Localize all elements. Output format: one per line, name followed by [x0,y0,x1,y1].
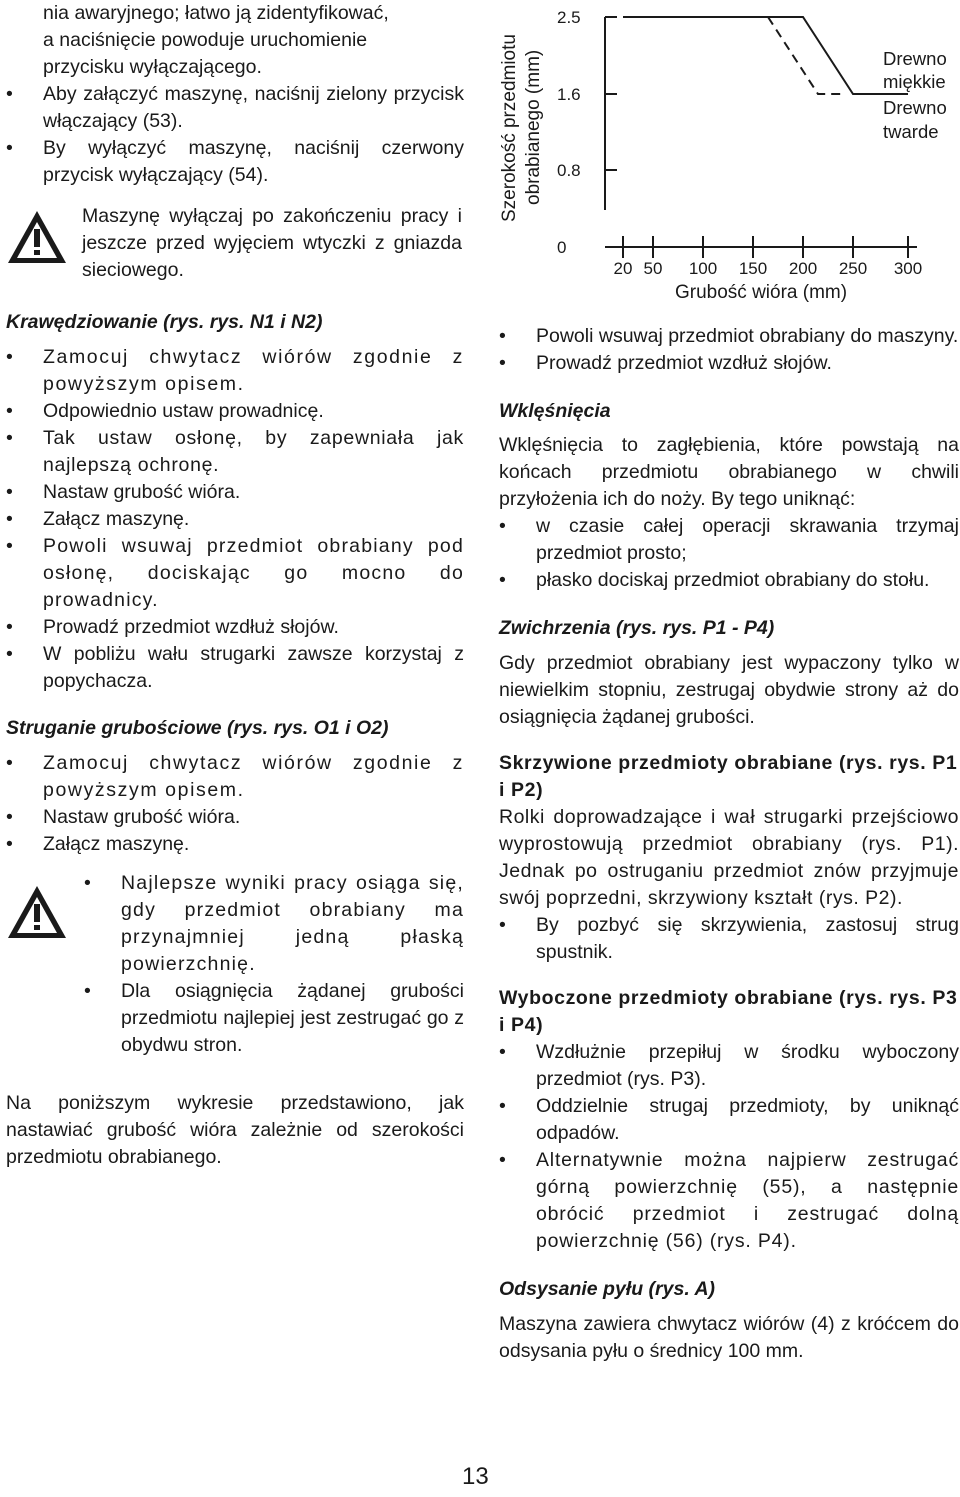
list-item: • Oddzielnie strugaj przedmioty, by uniknąć odpadów. [499,1093,959,1147]
series-line-softwood [623,17,908,94]
x-tick-label: 300 [893,259,923,278]
warning-note-1 [6,203,464,287]
list-item: • Powoli wsuwaj przedmiot obrabiany do maszyny. [499,323,959,350]
list-item: • Dla osiągnięcia żądanej grubości przedmiotu najlepiej jest zestrugać go z obydwu stron. [84,978,464,1059]
y-tick-label: 0.8 [557,161,581,180]
intro-continuation [6,0,464,81]
list-item: • Prowadź przedmiot wzdłuż słojów. [499,350,959,377]
warped-text: Rolki doprowadzające i wał strugarki przejściowo wyprostowują przedmiot obrabiany (rys. P1). Jednak po ostruganiu przedmiot znów przyjmuje swój poprzedni, skrzywiony kształt (rys. P2). [499,806,959,909]
recess-bullets [499,513,959,594]
thickness-bullets [6,750,464,858]
section-heading-edging: Krawędziowanie (rys. rys. N1 i N2) [6,311,323,333]
warning-bullets [84,870,464,1059]
section-heading-bowed: Wyboczone przedmioty obrabiane (rys. rys. P3 i P4) [499,987,958,1036]
list-item: • W pobliżu wału strugarki zawsze korzystaj z popychacza. [6,641,464,695]
x-axis-title: Grubość wióra (mm) [675,282,848,303]
section-heading-dust: Odsysanie pyłu (rys. A) [499,1278,716,1300]
warning-note-2 [6,870,464,1078]
section-heading-thickness: Struganie grubościowe (rys. rys. O1 i O2) [6,717,389,739]
list-item: • Załącz maszynę. [6,506,464,533]
x-tick-label: 100 [688,259,718,278]
twist-text: Gdy przedmiot obrabiany jest wypaczony tylko w niewielkim stopniu, zestrugaj obydwie strony aż do osiągnięcia żądanej grubości. [499,652,959,728]
intro-line: przycisku wyłączającego. [43,56,262,78]
x-tick-label: 200 [788,259,818,278]
list-item: • płasko dociskaj przedmiot obrabiany do stołu. [499,567,959,594]
left-column [6,0,464,1171]
list-item: • By wyłączyć maszynę, naciśnij czerwony przycisk wyłączający (54). [6,135,464,189]
x-tick-label: 20 [613,259,633,278]
warning-triangle-icon [6,209,68,265]
page-number: 13 [462,1463,489,1490]
y-axis-label-line1: Szerokość przedmiotu [499,34,520,222]
section-heading-twist: Zwichrzenia (rys. rys. P1 - P4) [499,617,775,639]
intro-bullets [6,81,464,189]
feed-bullets [499,323,959,377]
y-axis-title [499,34,544,222]
list-item: • Nastaw grubość wióra. [6,804,464,831]
bowed-bullets [499,1039,959,1255]
recess-text: Wklęśnięcia to zagłębienia, które powstają na końcach przedmiotu obrabianego w chwili przyłożenia ich do noży. By tego uniknąć: [499,434,959,510]
legend-label: twarde [883,121,939,142]
y-tick-label: 0 [557,238,567,257]
y-tick-label: 2.5 [557,8,581,27]
legend-label: Drewno [883,97,947,118]
list-item: • Tak ustaw osłonę, by zapewniała jak najlepszą ochronę. [6,425,464,479]
x-tick-label: 50 [643,259,663,278]
series-line-hardwood [768,17,843,94]
section-heading-recess: Wklęśnięcia [499,400,611,422]
edging-bullets [6,344,464,695]
list-item: • Wzdłużnie przepiłuj w środku wyboczony przedmiot (rys. P3). [499,1039,959,1093]
list-item: • Zamocuj chwytacz wiórów zgodnie z powyższym opisem. [6,750,464,804]
y-axis-label-line2: obrabianego (mm) [523,49,544,205]
list-item: • Nastaw grubość wióra. [6,479,464,506]
dust-text: Maszyna zawiera chwytacz wiórów (4) z króćcem do odsysania pyłu o średnicy 100 mm. [499,1313,959,1362]
x-tick-label: 250 [838,259,868,278]
list-item: • Prowadź przedmiot wzdłuż słojów. [6,614,464,641]
list-item: • Najlepsze wyniki pracy osiąga się, gdy przedmiot obrabiany ma przynajmniej jedną płaską powierzchnię. [84,870,464,978]
list-item: • w czasie całej operacji skrawania trzymaj przedmiot prosto; [499,513,959,567]
list-item: • Aby załączyć maszynę, naciśnij zielony przycisk włączający (53). [6,81,464,135]
list-item: • By pozbyć się skrzywienia, zastosuj strug spustnik. [499,912,959,966]
x-tick-label: 150 [738,259,768,278]
legend-label: Drewno [883,48,947,69]
warning-text: Maszynę wyłączaj po zakończeniu pracy i jeszcze przed wyjęciem wtyczki z gniazda sieciowego. [82,205,462,281]
list-item: • Załącz maszynę. [6,831,464,858]
list-item: • Odpowiednio ustaw prowadnicę. [6,398,464,425]
section-heading-warped: Skrzywione przedmioty obrabiane (rys. rys. P1 i P2) [499,752,958,801]
legend-label: miękkie [883,71,946,92]
closing-paragraph: Na poniższym wykresie przedstawiono, jak nastawiać grubość wióra zależnie od szerokości przedmiotu obrabianego. [6,1092,464,1168]
warning-triangle-icon [6,884,68,940]
y-tick-label: 1.6 [557,85,581,104]
intro-line: nia awaryjnego; łatwo ją zidentyfikować, [43,2,389,24]
list-item: • Zamocuj chwytacz wiórów zgodnie z powyższym opisem. [6,344,464,398]
intro-line: a naciśnięcie powoduje uruchomienie [43,29,368,51]
list-item: • Powoli wsuwaj przedmiot obrabiany pod osłonę, dociskając go mocno do prowadnicy. [6,533,464,614]
chip-thickness-chart [497,0,957,310]
list-item: • Alternatywnie można najpierw zestrugać górną powierzchnię (55), a następnie obrócić przedmiot i zestrugać dolną powierzchnię (56) (rys. P4). [499,1147,959,1255]
warped-bullets [499,912,959,966]
right-column [499,323,959,1365]
